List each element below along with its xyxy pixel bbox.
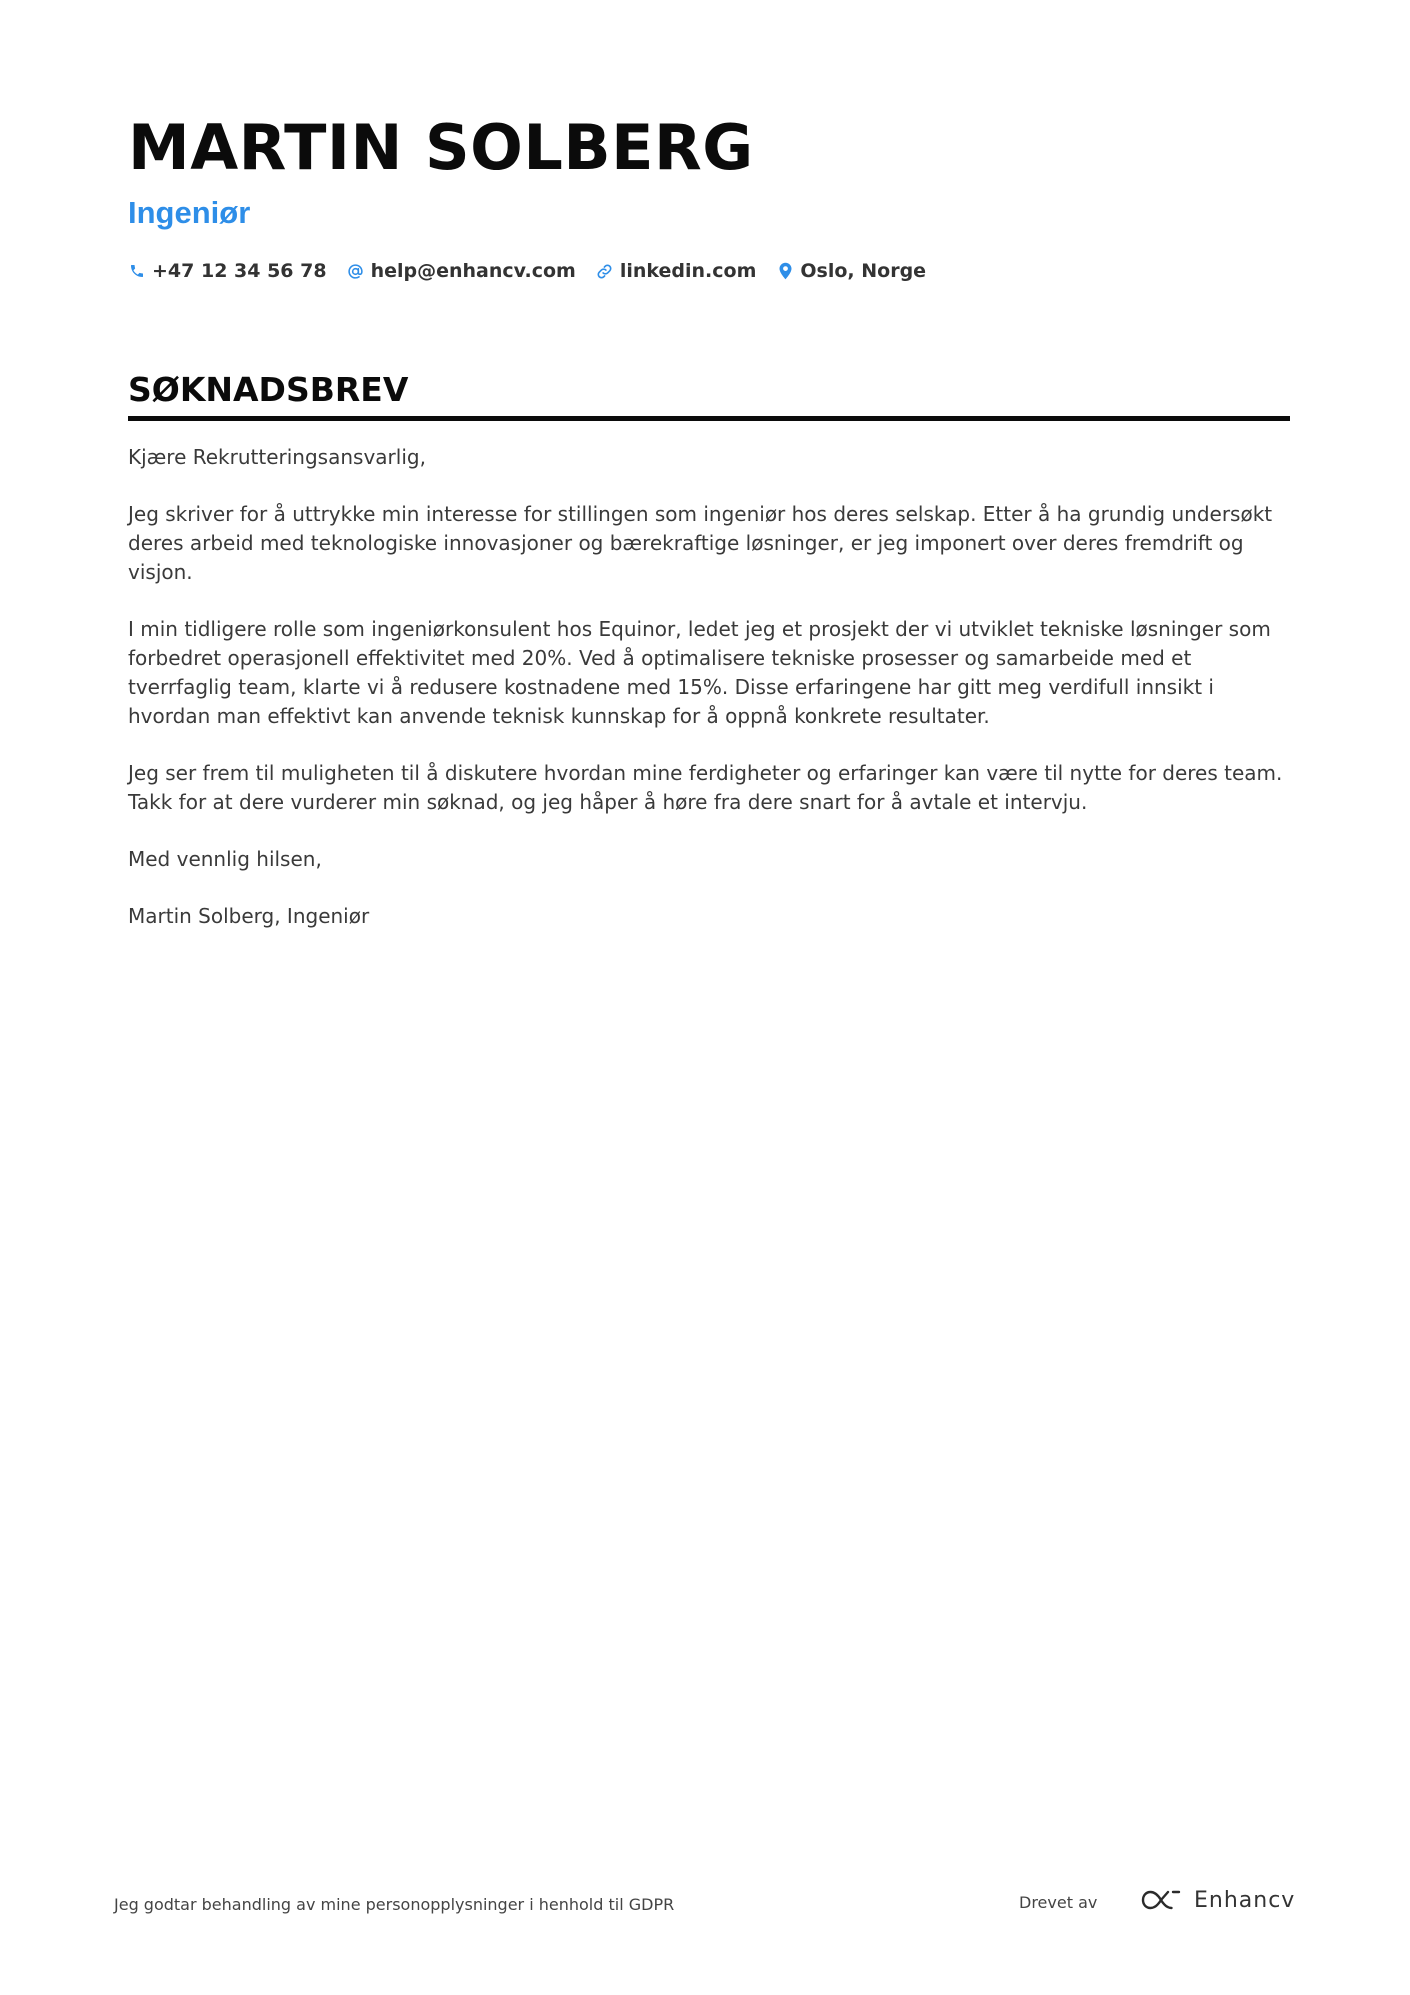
enhancv-logo-icon xyxy=(1138,1887,1184,1913)
section-divider xyxy=(128,416,1290,421)
phone-icon xyxy=(128,260,146,282)
letter-signature: Martin Solberg, Ingeniør xyxy=(128,904,370,928)
powered-by-label: Drevet av xyxy=(1019,1893,1098,1912)
gdpr-consent-text: Jeg godtar behandling av mine personopplysninger i henhold til GDPR xyxy=(114,1895,675,1914)
letter-paragraph: I min tidligere rolle som ingeniørkonsulent hos Equinor, ledet jeg et prosjekt der vi utviklet tekniske løsninger som forbedret operasjonell effektivitet med 20%. Ved å optimalisere tekniske prosesser og samarbeide med et tverrfaglig team, klarte vi å redusere kostnadene med 15%. Disse erfaringene har gitt meg verdifull innsikt i hvordan man effektivt kan anvende teknisk kunnskap for å oppnå konkrete resultater. xyxy=(128,617,1271,728)
letter-salutation: Kjære Rekrutteringsansvarlig, xyxy=(128,445,426,469)
letter-closing: Med vennlig hilsen, xyxy=(128,847,322,871)
cover-letter-section xyxy=(128,368,1290,959)
linkedin-link[interactable]: linkedin.com xyxy=(619,260,757,282)
contact-email[interactable] xyxy=(347,260,576,282)
brand-link[interactable] xyxy=(1138,1887,1295,1913)
contact-location xyxy=(776,260,926,282)
contact-bar xyxy=(128,256,1288,286)
brand-name: Enhancv xyxy=(1194,1887,1296,1913)
section-title: SØKNADSBREV xyxy=(128,370,409,409)
footer xyxy=(114,1887,1296,1927)
email-address[interactable]: help@enhancv.com xyxy=(370,260,576,282)
header xyxy=(128,108,1288,286)
contact-linkedin[interactable] xyxy=(596,260,757,282)
link-icon xyxy=(596,260,614,282)
candidate-name: MARTIN SOLBERG xyxy=(128,111,754,184)
letter-paragraph: Jeg ser frem til muligheten til å diskutere hvordan mine ferdigheter og erfaringer kan være til nytte for deres team. Takk for at dere vurderer min søknad, og jeg håper å høre fra dere snart for å avtale et intervju. xyxy=(128,761,1283,814)
phone-number: +47 12 34 56 78 xyxy=(152,260,327,282)
location-text: Oslo, Norge xyxy=(800,260,927,282)
map-pin-icon xyxy=(776,260,794,282)
letter-body xyxy=(128,443,1290,931)
at-icon xyxy=(347,260,365,282)
candidate-role: Ingeniør xyxy=(128,195,251,230)
letter-paragraph: Jeg skriver for å uttrykke min interesse for stillingen som ingeniør hos deres selskap. Etter å ha grundig undersøkt deres arbeid med teknologiske innovasjoner og bærekraftige løsninger, er jeg imponert over deres fremdrift og visjon. xyxy=(128,502,1273,584)
contact-phone xyxy=(128,260,327,282)
